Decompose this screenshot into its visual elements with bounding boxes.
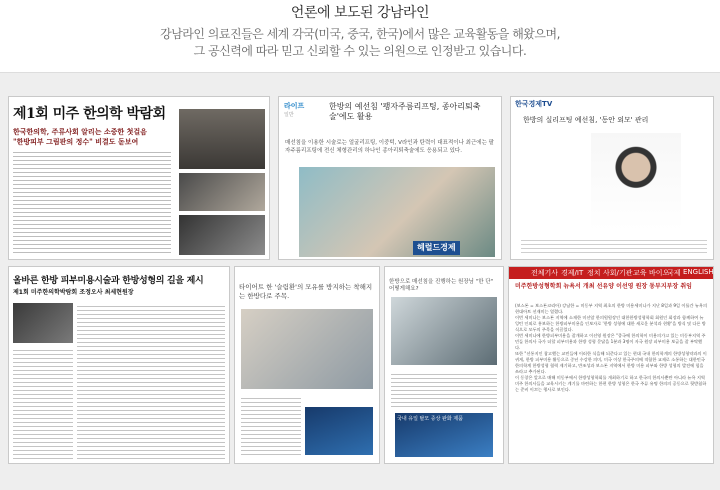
article-4-body-text [77,303,225,459]
article-2-section [279,97,319,125]
article-6-caption: 한방으로 매선침을 진행하는 원장님 "한 단" 어떻게해요? [389,279,494,292]
article-1-subheadline-2: "한방피부 그림판의 정수" 비결도 돋보여 [13,137,139,146]
press-article-card-6[interactable] [384,266,504,464]
article-5-product-ad [305,407,373,455]
article-6-clinic-photo [391,297,497,365]
press-article-card-2[interactable] [278,96,502,260]
page-subtitle-line-1: 강남라인 의료진들은 세계 각국(미국, 중국, 한국)에서 많은 교육활동을 해왔으며, [160,27,560,41]
article-1-body-text [13,149,171,255]
article-7-nav-item: 정치 [587,269,601,277]
article-7-headline: 미주한방성형학회 뉴욕서 개최 선유양 이선영 원장 동부지부장 취임 [515,283,692,290]
article-2-body: 매선침을 이용한 시술로는 얼굴리프팅, 이중턱, V라인과 탄력이 대표적이나 최근에는 팔자주름리프팅에 전신 체형관리의 하나인 종아리퇴축술에도 응용되고 있다. [285,140,494,154]
article-3-caption [521,237,707,253]
press-article-card-1[interactable] [8,96,270,260]
article-7-nav-item: 사회/기관 [603,269,633,277]
article-1-event-photo [179,173,265,211]
article-7-nav-item: 전체기사 [531,269,559,277]
article-7-body: (보스톤 = 보스톤코리아) 강남한 = 미동부 지역 최초의 한방 미용세미나가 지난 8일과 9일 이틀간 뉴욕의 현대아트 선재미는 열렸다. 이번 세미나는 보스톤 지역에 소재한 미선암 한의원원장인 대한한방성형학회 회원인 회장과 함께하여 뉴잉턴 인외로 홍보하는 한방피부미용을 인보자로 '한방 성형에 대한 새로운 분석과 현황'을 방식 및 다른 방식으로 모두의 주목을 이끌었다. 이번 세미나에 한방피부미용을 잘개하고 이선영 원장은 "종국에 한의학이 미용의가고 있는 미동부지역 주민들 한의사 국가 더할 피부미용과 한방 성형 문답을 1분과 3명이 자국 원장 피부미용 보급을 잘 부탁했다. 또한 "선통지인 참고했는 교민들에 이러한 식을해 되준다고 있는 현대 국내 한의학계의 한방성형약과의 이귀게, 한방 피부미용 활동으로 중년 수강한 의미, 미국 이상 한국주의에 적합한 교제로 소통하는 대한민국 한의학계 한방성형 협력 제기하고, 반조성과 보스톤 지역에서 한방 미용 피부와 한방 성형의 발전에 힘을 쓰라고 추가된다. 이 동창은 앞으로 매해 미동부에서 한방성형학회를 개최하기로 하고 한국의 한의사뿐만 아니라 뉴욕 지역 미주 한의사들을 교육시키는 계기를 마련하는 한편 한방 성형은 한국 주류 유명 한의의 공동으로 뒷받침하는 준비 이끄는 행사로 보인다. [515,303,708,392]
article-7-nav-item: ENGLISH [683,268,714,276]
article-5-body-text [241,395,301,457]
article-1-headline: 제1회 미주 한의학 박람회 [13,106,166,122]
article-6-product-label: 국내 유일 탈모 증상 완화 제품 [397,416,463,422]
page-header [0,0,720,72]
article-6-body-text [391,371,497,407]
page-subtitle-line-2: 그 공신력에 따라 믿고 신뢰할 수 있는 의원으로 인정받고 있습니다. [193,44,527,58]
press-article-card-3[interactable] [510,96,714,260]
article-7-nav-item: 교육 [633,269,647,277]
article-4-lecture-photo [13,303,73,343]
article-3-headline: 한방의 실리프팅 예선침, '동안 외모' 관리 [523,116,649,124]
article-2-brand-logo: 헤럴드경제 [413,241,460,255]
article-2-section-label: 라이프 [284,102,305,110]
article-1-booth-photo [179,215,265,255]
article-2-section-sub: 일반 [284,112,294,118]
press-article-card-4[interactable] [8,266,230,464]
article-1-subheadline: 한국한의학, 주류사회 알리는 소중한 첫걸음 [13,127,147,136]
article-1-group-photo [179,109,265,169]
article-7-nav-item: 바이오 [649,269,670,277]
article-7-nav-item: 국제 [667,269,681,277]
page-title: 언론에 보도된 강남라인 [290,5,430,21]
article-7-nav-bar [509,267,713,279]
press-article-card-7[interactable] [508,266,714,464]
article-5-caption: 타이어트 한 '슬림환'의 모유를 방지하는 착해지는 한방다로 주목. [239,283,373,300]
article-4-body-text-left [13,347,73,459]
article-7-nav-item: 경제/IT [561,269,584,277]
article-2-headline: 한방의 예선침 '팽자주름리프팅, 종아리퇴축술'에도 활용 [329,102,481,121]
article-3-brand-logo: 한국경제TV [515,100,553,108]
article-2-treatment-photo [299,167,495,257]
article-4-subheadline: 제1회 미주한의학박람회 조정오사 최세현원장 [13,289,134,296]
article-5-clinic-photo [241,309,373,389]
article-3-doctor-photo [591,133,681,231]
article-4-headline: 올바른 한방 피부미용시술과 한방성형의 길을 제시 [13,276,204,286]
press-article-card-5[interactable] [234,266,380,464]
